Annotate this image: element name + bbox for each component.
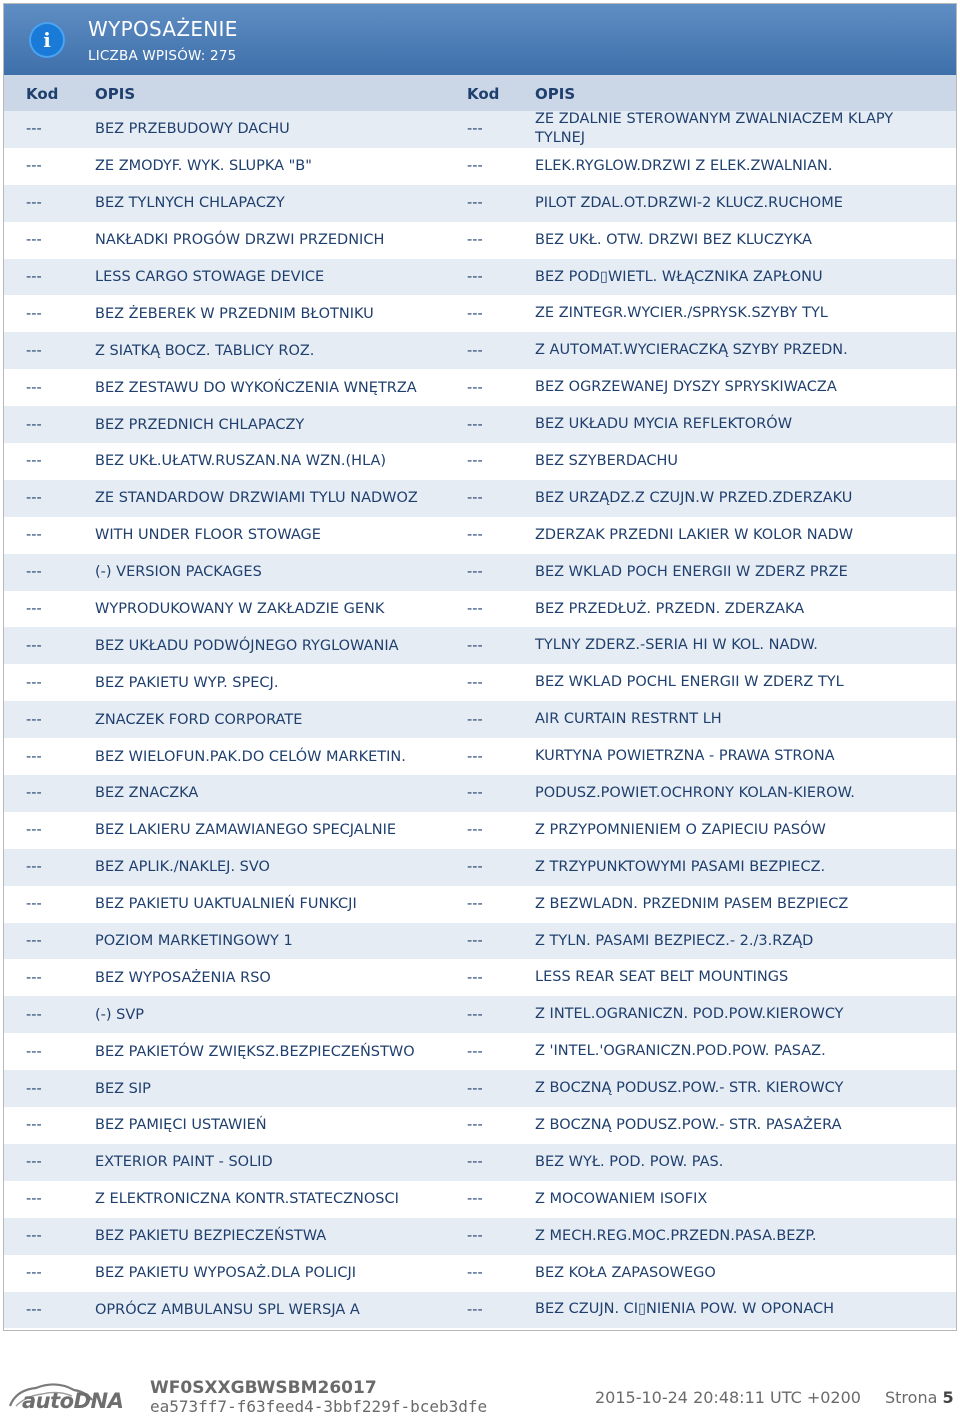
row-code: --- (26, 1265, 42, 1282)
row-description: (-) VERSION PACKAGES (95, 564, 262, 581)
page-footer (0, 1370, 960, 1417)
row-code: --- (467, 1301, 483, 1318)
row-description: BEZ ŻEBEREK W PRZEDNIM BŁOTNIKU (95, 305, 374, 322)
row-code: --- (467, 305, 483, 322)
table-row (4, 591, 956, 628)
row-description: BEZ WIELOFUN.PAK.DO CELÓW MARKETIN. (95, 748, 406, 765)
row-code: --- (467, 1191, 483, 1208)
row-code: --- (467, 969, 483, 986)
row-code: --- (467, 674, 483, 691)
row-description: ZE ZMODYF. WYK. SLUPKA "B" (95, 158, 312, 175)
row-code: --- (467, 785, 483, 802)
row-description: Z BEZWLADN. PRZEDNIM PASEM BEZPIECZ (535, 895, 849, 912)
column-header-kod: Kod (26, 85, 59, 103)
row-description: Z MOCOWANIEM ISOFIX (535, 1190, 708, 1207)
row-code: --- (467, 342, 483, 359)
row-code: --- (467, 896, 483, 913)
row-description: BEZ WKLAD POCHL ENERGII W ZDERZ TYL (535, 674, 844, 691)
row-code: --- (467, 121, 483, 138)
row-description: BEZ PAKIETU BEZPIECZEŃSTWA (95, 1228, 327, 1245)
row-code: --- (467, 490, 483, 507)
row-description: Z MECH.REG.MOC.PRZEDN.PASA.BEZP. (535, 1227, 817, 1244)
row-code: --- (26, 859, 42, 876)
table-row (4, 996, 956, 1033)
panel-header (4, 4, 956, 75)
row-code: --- (467, 601, 483, 618)
row-description: ELEK.RYGLOW.DRZWI Z ELEK.ZWALNIAN. (535, 157, 833, 174)
row-description: Z BOCZNĄ PODUSZ.POW.- STR. KIEROWCY (535, 1080, 844, 1097)
table-row (4, 1218, 956, 1255)
table-row (4, 812, 956, 849)
row-code: --- (26, 933, 42, 950)
row-description: BEZ UKŁADU PODWÓJNEGO RYGLOWANIA (95, 637, 399, 654)
row-code: --- (26, 1043, 42, 1060)
row-code: --- (467, 859, 483, 876)
row-code: --- (26, 822, 42, 839)
row-description: Z BOCZNĄ PODUSZ.POW.- STR. PASAŻERA (535, 1116, 842, 1133)
row-code: --- (467, 269, 483, 285)
row-code: --- (26, 1301, 42, 1318)
table-row (4, 111, 956, 148)
table-header (4, 75, 956, 111)
row-code: --- (26, 601, 42, 618)
row-description: BEZ UKŁADU MYCIA REFLEKTORÓW (535, 416, 793, 433)
row-description: PILOT ZDAL.OT.DRZWI-2 KLUCZ.RUCHOME (535, 194, 843, 211)
row-code: --- (26, 711, 42, 728)
row-code: --- (467, 1265, 483, 1282)
row-description: WYPRODUKOWANY W ZAKŁADZIE GENK (95, 601, 385, 618)
row-description: BEZ ZESTAWU DO WYKOŃCZENIA WNĘTRZA (95, 379, 417, 396)
table-row (4, 406, 956, 443)
table-row (4, 332, 956, 369)
row-code: --- (467, 564, 483, 581)
page-label: Strona (885, 1388, 938, 1407)
row-description: Z TRZYPUNKTOWYMI PASAMI BEZPIECZ. (535, 858, 826, 875)
row-description: Z AUTOMAT.WYCIERACZKĄ SZYBY PRZEDN. (535, 342, 848, 359)
row-code: --- (26, 564, 42, 581)
row-code: --- (26, 748, 42, 765)
row-description: LESS REAR SEAT BELT MOUNTINGS (535, 969, 789, 986)
row-description: BEZ SIP (95, 1080, 151, 1097)
table-row (4, 923, 956, 960)
row-code: --- (26, 1154, 42, 1171)
table-row (4, 443, 956, 480)
row-code: --- (467, 822, 483, 839)
row-code: --- (467, 1117, 483, 1134)
table-row (4, 1070, 956, 1107)
table-row (4, 1292, 956, 1329)
row-description: Z PRZYPOMNIENIEM O ZAPIECIU PASÓW (535, 821, 826, 838)
table-row (4, 222, 956, 259)
row-description: BEZ UKŁ.UŁATW.RUSZAN.NA WZN.(HLA) (95, 453, 387, 470)
vin-number: WF0SXXGBWSBM26017 (150, 1378, 377, 1398)
row-description: TYLNY ZDERZ.-SERIA HI W KOL. NADW. (535, 637, 818, 654)
row-description: NAKŁADKI PROGÓW DRZWI PRZEDNICH (95, 232, 385, 249)
table-row (4, 1181, 956, 1218)
row-description: ZNACZEK FORD CORPORATE (95, 711, 303, 728)
row-code: --- (467, 1043, 483, 1060)
table-row (4, 554, 956, 591)
row-description: BEZ PRZEBUDOWY DACHU (95, 121, 290, 138)
logo-text: autoDNA (22, 1389, 124, 1413)
table-row (4, 738, 956, 775)
row-code: --- (26, 637, 42, 654)
row-description: BEZ SZYBERDACHU (535, 452, 679, 469)
row-description: Z TYLN. PASAMI BEZPIECZ.- 2./3.RZĄD (535, 932, 814, 949)
table-row (4, 849, 956, 886)
row-code: --- (467, 637, 483, 654)
row-description: BEZ PRZEDNICH CHLAPACZY (95, 416, 305, 433)
table-row (4, 259, 956, 296)
row-description: EXTERIOR PAINT - SOLID (95, 1154, 273, 1171)
row-code: --- (467, 453, 483, 470)
row-description: PODUSZ.POWIET.OCHRONY KOLAN-KIEROW. (535, 784, 855, 801)
row-description: ZE STANDARDOW DRZWIAMI TYLU NADWOZ (95, 490, 418, 507)
table-row (4, 1033, 956, 1070)
entry-count: LICZBA WPISÓW: 275 (88, 48, 237, 64)
table-row (4, 517, 956, 554)
column-header-kod: Kod (467, 85, 500, 103)
row-description: ZE ZINTEGR.WYCIER./SPRYSK.SZYBY TYL (535, 305, 828, 322)
row-description: LESS CARGO STOWAGE DEVICE (95, 269, 325, 285)
table-row (4, 480, 956, 517)
table-row (4, 295, 956, 332)
row-code: --- (26, 158, 42, 175)
row-description: Z ELEKTRONICZNA KONTR.STATECZNOSCI (95, 1191, 399, 1208)
row-code: --- (26, 1080, 42, 1097)
row-code: --- (467, 527, 483, 544)
row-code: --- (26, 490, 42, 507)
page-number: 5 (942, 1388, 954, 1407)
row-code: --- (467, 933, 483, 950)
row-code: --- (467, 748, 483, 765)
row-code: --- (26, 1006, 42, 1023)
row-description: BEZ UKŁ. OTW. DRZWI BEZ KLUCZYKA (535, 231, 812, 248)
column-header-opis: OPIS (95, 85, 136, 103)
table-row (4, 701, 956, 738)
row-description: BEZ PRZEDŁUŻ. PRZEDN. ZDERZAKA (535, 600, 805, 617)
row-code: --- (26, 379, 42, 396)
table-row (4, 1255, 956, 1292)
row-description: BEZ OGRZEWANEJ DYSZY SPRYSKIWACZA (535, 379, 837, 396)
row-code: --- (467, 379, 483, 396)
table-row (4, 1144, 956, 1181)
table-row (4, 369, 956, 406)
table-row (4, 148, 956, 185)
row-code: --- (467, 1228, 483, 1245)
row-code: --- (467, 1006, 483, 1023)
row-description: KURTYNA POWIETRZNA - PRAWA STRONA (535, 748, 835, 765)
row-description: BEZ KOŁA ZAPASOWEGO (535, 1264, 716, 1281)
equipment-panel (3, 3, 957, 1331)
row-code: --- (26, 305, 42, 322)
table-row (4, 1107, 956, 1144)
row-code: --- (26, 1117, 42, 1134)
row-code: --- (26, 785, 42, 802)
row-description: Z INTEL.OGRANICZN. POD.POW.KIEROWCY (535, 1006, 844, 1023)
row-code: --- (467, 195, 483, 212)
row-description: BEZ PAKIETU WYPOSAŻ.DLA POLICJI (95, 1265, 356, 1282)
row-description: BEZ WKLAD POCH ENERGII W ZDERZ PRZE (535, 563, 848, 580)
row-description: BEZ URZĄDZ.Z CZUJN.W PRZED.ZDERZAKU (535, 489, 853, 506)
row-description: OPRÓCZ AMBULANSU SPL WERSJA A (95, 1301, 360, 1318)
row-description: (-) SVP (95, 1006, 145, 1023)
row-description: BEZ ZNACZKA (95, 785, 199, 802)
row-code: --- (467, 232, 483, 249)
row-description: BEZ PAMIĘCI USTAWIEŃ (95, 1117, 267, 1134)
equipment-table (4, 111, 956, 1328)
row-code: --- (467, 158, 483, 175)
row-description: BEZ POD▯WIETL. WŁĄCZNIKA ZAPŁONU (535, 268, 823, 285)
row-code: --- (26, 1228, 42, 1245)
row-description: WITH UNDER FLOOR STOWAGE (95, 527, 321, 544)
table-row (4, 664, 956, 701)
row-description: BEZ WYŁ. POD. POW. PAS. (535, 1153, 724, 1170)
row-code: --- (26, 1191, 42, 1208)
row-description: Z 'INTEL.'OGRANICZN.POD.POW. PASAZ. (535, 1043, 826, 1060)
row-code: --- (467, 711, 483, 728)
row-code: --- (26, 416, 42, 433)
row-code: --- (26, 527, 42, 544)
table-row (4, 775, 956, 812)
table-row (4, 959, 956, 996)
row-code: --- (26, 232, 42, 249)
row-description: BEZ WYPOSAŻENIA RSO (95, 969, 271, 986)
table-row (4, 886, 956, 923)
table-row (4, 185, 956, 222)
row-code: --- (467, 1154, 483, 1171)
row-code: --- (26, 121, 42, 138)
row-description: BEZ TYLNYCH CHLAPACZY (95, 195, 285, 212)
row-code: --- (467, 416, 483, 433)
row-description: BEZ PAKIETU WYP. SPECJ. (95, 674, 279, 691)
row-description: BEZ APLIK./NAKLEJ. SVO (95, 859, 270, 876)
row-code: --- (26, 269, 42, 285)
row-code: --- (26, 896, 42, 913)
row-code: --- (26, 342, 42, 359)
row-code: --- (26, 453, 42, 470)
info-icon: i (29, 22, 65, 58)
row-description: BEZ PAKIETU UAKTUALNIEŃ FUNKCJI (95, 896, 357, 913)
row-description: Z SIATKĄ BOCZ. TABLICY ROZ. (95, 342, 315, 359)
table-row (4, 627, 956, 664)
page-title: WYPOSAŻENIE (88, 17, 238, 41)
row-description: AIR CURTAIN RESTRNT LH (535, 711, 722, 728)
row-code: --- (26, 969, 42, 986)
row-code: --- (467, 1080, 483, 1097)
row-description: BEZ LAKIERU ZAMAWIANEGO SPECJALNIE (95, 822, 397, 839)
row-description: BEZ PAKIETÓW ZWIĘKSZ.BEZPIECZEŃSTWO (95, 1043, 415, 1060)
row-code: --- (26, 674, 42, 691)
row-description: ZE ZDALNIE STEROWANYM ZWALNIACZEM KLAPY TYLNEJ (535, 111, 894, 147)
page-indicator (885, 1388, 954, 1407)
row-description: POZIOM MARKETINGOWY 1 (95, 933, 293, 950)
row-description: BEZ CZUJN. CI▯NIENIA POW. W OPONACH (535, 1301, 835, 1318)
column-header-opis: OPIS (535, 85, 576, 103)
document-hash: ea573ff7-f63feed4-3bbf229f-bceb3dfe (150, 1397, 488, 1416)
timestamp: 2015-10-24 20:48:11 UTC +0200 (595, 1388, 861, 1407)
row-code: --- (26, 195, 42, 212)
row-description: ZDERZAK PRZEDNI LAKIER W KOLOR NADW (535, 526, 854, 543)
